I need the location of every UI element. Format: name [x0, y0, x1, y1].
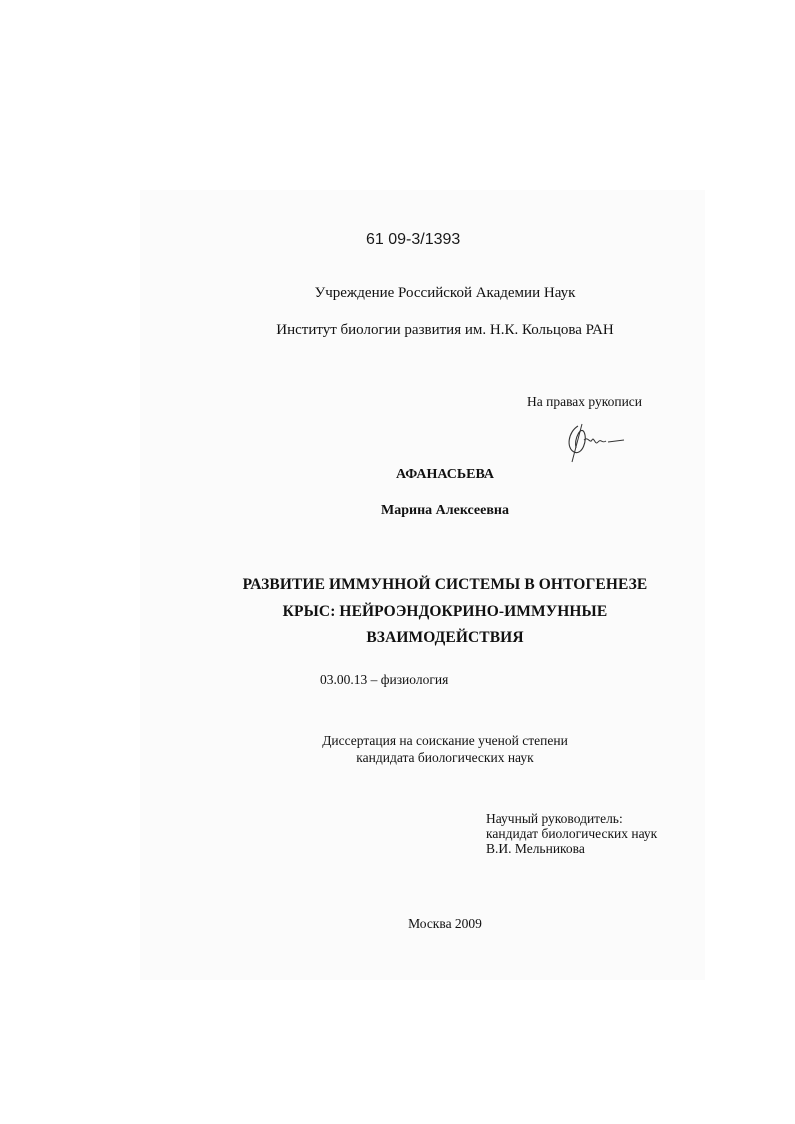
institution-name: Учреждение Российской Академии Наук	[314, 285, 576, 301]
dissertation-title-line: РАЗВИТИЕ ИММУННОЙ СИСТЕМЫ В ОНТОГЕНЕЗЕ	[242, 576, 648, 593]
supervisor-degree: кандидат биологических наук	[486, 826, 658, 841]
dissertation-title-line: ВЗАИМОДЕЙСТВИЯ	[366, 629, 524, 646]
author-given-name: Марина Алексеевна	[381, 503, 509, 518]
author-surname: АФАНАСЬЕВА	[395, 467, 495, 482]
specialty-code: 03.00.13 – физиология	[320, 672, 449, 687]
degree-statement-line: Диссертация на соискание ученой степени	[322, 733, 568, 748]
dissertation-title-line: КРЫС: НЕЙРОЭНДОКРИНО-ИММУННЫЕ	[282, 603, 608, 620]
city-year: Москва 2009	[408, 916, 482, 931]
library-shelfmark: 61 09-3/1393	[366, 231, 461, 248]
institute-name: Институт биологии развития им. Н.К. Кольцова РАН	[276, 322, 614, 338]
supervisor-heading: Научный руководитель:	[486, 811, 623, 826]
handwritten-signature	[562, 418, 626, 464]
degree-statement-line: кандидата биологических наук	[356, 750, 534, 765]
supervisor-name: В.И. Мельникова	[486, 841, 585, 856]
manuscript-rights-note: На правах рукописи	[527, 394, 643, 409]
